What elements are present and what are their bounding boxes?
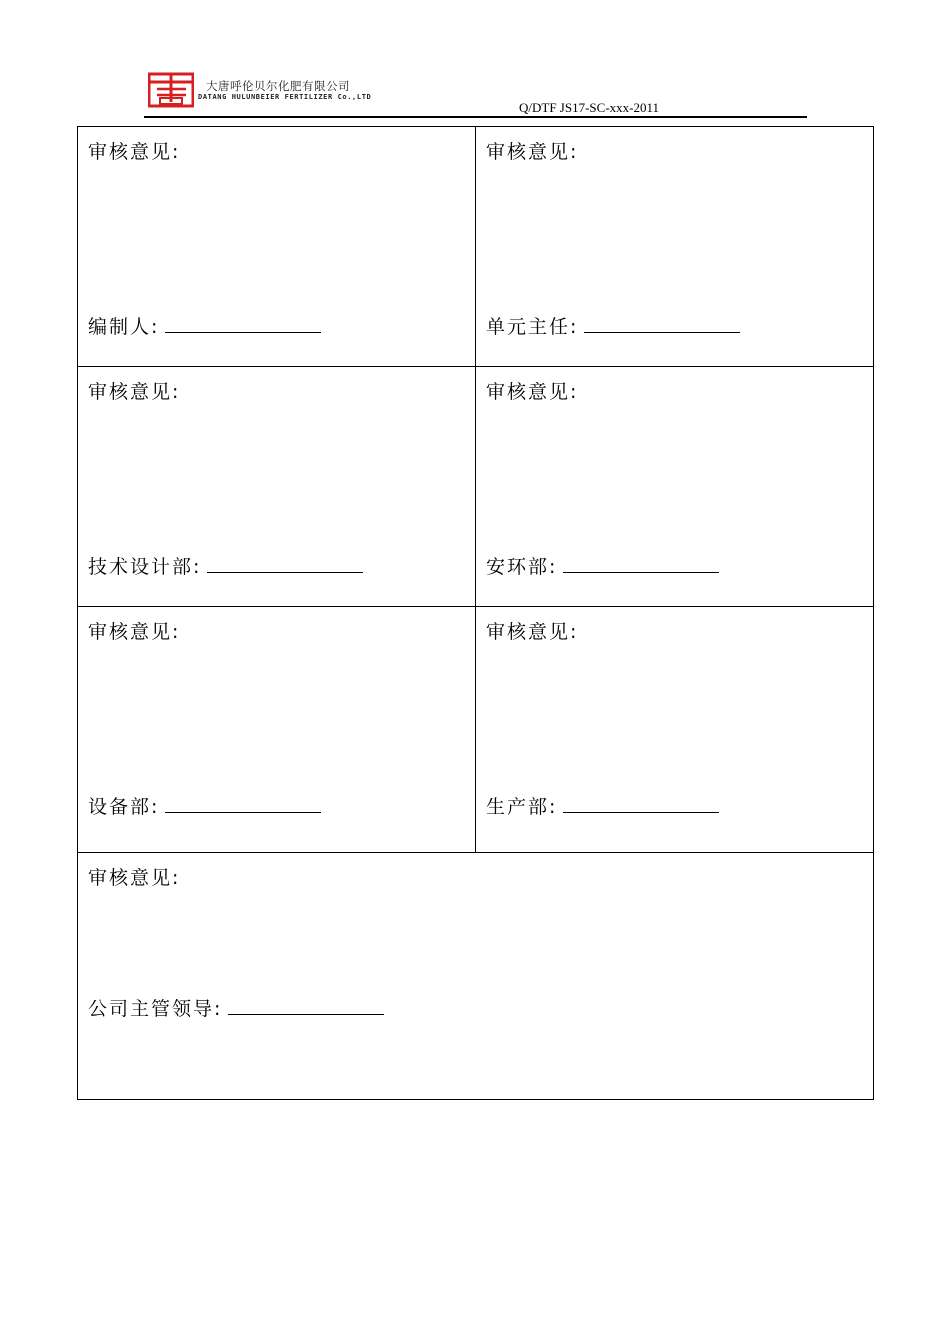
signature-row [88, 312, 321, 339]
company-logo-icon [148, 72, 194, 108]
signature-row [88, 792, 321, 819]
table-row [78, 853, 874, 1100]
signer-label: 技术设计部: [88, 556, 202, 578]
signature-line[interactable] [563, 794, 719, 813]
review-cell [476, 367, 874, 607]
review-cell [476, 127, 874, 367]
signer-label: 生产部: [486, 796, 558, 818]
company-name-cn: 大唐呼伦贝尔化肥有限公司 [206, 79, 350, 93]
signature-row [486, 792, 719, 819]
review-opinion-label: 审核意见: [88, 141, 181, 163]
table-row [78, 607, 874, 853]
signer-label: 单元主任: [486, 316, 579, 338]
signer-label: 设备部: [88, 796, 160, 818]
review-opinion-label: 审核意见: [486, 141, 579, 163]
review-opinion-label: 审核意见: [88, 621, 181, 643]
signature-row [88, 552, 363, 579]
review-opinion-label: 审核意见: [88, 381, 181, 403]
signature-row [88, 994, 384, 1021]
signature-row [486, 312, 740, 339]
signature-line[interactable] [563, 554, 719, 573]
signer-label: 公司主管领导: [88, 998, 223, 1020]
table-row [78, 127, 874, 367]
review-cell [78, 607, 476, 853]
review-cell-wide [78, 853, 874, 1100]
signer-label: 安环部: [486, 556, 558, 578]
signer-label: 编制人: [88, 316, 160, 338]
signature-line[interactable] [207, 554, 363, 573]
review-opinion-label: 审核意见: [486, 381, 579, 403]
signature-row [486, 552, 719, 579]
header-divider [144, 116, 807, 118]
signature-line[interactable] [584, 314, 740, 333]
table-row [78, 367, 874, 607]
review-cell [78, 367, 476, 607]
review-opinion-label: 审核意见: [88, 867, 181, 889]
signature-line[interactable] [165, 794, 321, 813]
signature-line[interactable] [165, 314, 321, 333]
document-code: Q/DTF JS17-SC-xxx-2011 [519, 100, 660, 115]
review-cell [476, 607, 874, 853]
review-cell [78, 127, 476, 367]
company-name-en: DATANG HULUNBEIER FERTILIZER Co.,LTD [198, 93, 372, 101]
review-form-table [77, 126, 874, 1100]
signature-line[interactable] [228, 996, 384, 1015]
review-opinion-label: 审核意见: [486, 621, 579, 643]
